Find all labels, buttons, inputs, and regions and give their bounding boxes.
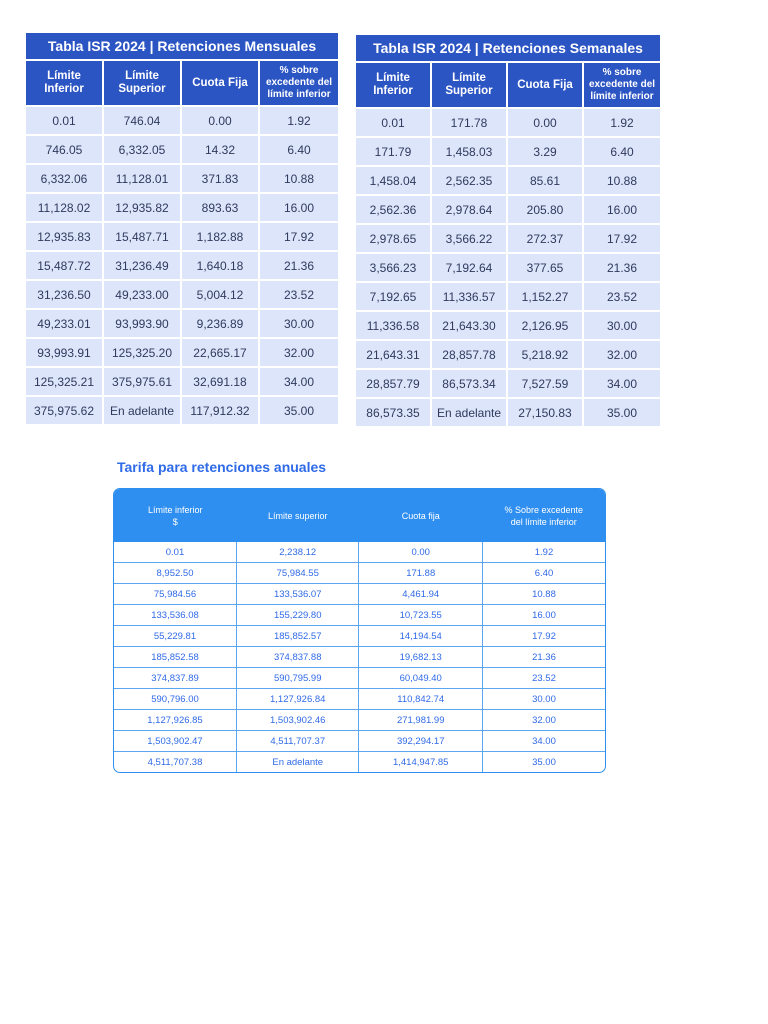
annual-table-title: Tarifa para retenciones anuales: [117, 459, 327, 475]
annual-header-percent: % Sobre excedente del límite inferior: [482, 489, 605, 542]
table-cell: 1,503,902.46: [236, 710, 358, 731]
table-cell: 125,325.21: [26, 368, 102, 395]
annual-table-row: [114, 689, 605, 710]
table-cell: 11,336.58: [356, 312, 430, 339]
table-cell: 133,536.07: [236, 584, 358, 605]
annual-header-upper-limit: Límite superior: [236, 489, 358, 542]
table-cell: 5,218.92: [508, 341, 582, 368]
table-cell: 2,562.35: [432, 167, 506, 194]
table-cell: 171.78: [432, 109, 506, 136]
monthly-header-upper-limit: Límite Superior: [104, 61, 180, 105]
annual-table-container: [113, 488, 606, 773]
table-cell: 1,458.04: [356, 167, 430, 194]
table-cell: En adelante: [236, 752, 358, 773]
table-cell: 75,984.56: [114, 584, 236, 605]
table-cell: 3,566.23: [356, 254, 430, 281]
table-cell: 34.00: [260, 368, 338, 395]
isr-weekly-table: [354, 33, 662, 428]
table-cell: 377.65: [508, 254, 582, 281]
table-cell: 32.00: [482, 710, 605, 731]
weekly-table-row: [356, 196, 660, 223]
annual-rates-table: [114, 489, 605, 772]
table-cell: 1,182.88: [182, 223, 258, 250]
monthly-table-row: [26, 136, 338, 163]
monthly-table-row: [26, 194, 338, 221]
table-cell: 0.01: [356, 109, 430, 136]
table-cell: 93,993.90: [104, 310, 180, 337]
table-cell: 15,487.72: [26, 252, 102, 279]
annual-table-row: [114, 542, 605, 563]
table-cell: 171.79: [356, 138, 430, 165]
table-cell: 6,332.05: [104, 136, 180, 163]
table-cell: En adelante: [104, 397, 180, 424]
table-cell: 590,796.00: [114, 689, 236, 710]
annual-header-lower-limit: Límite inferior $: [114, 489, 236, 542]
table-cell: 2,238.12: [236, 542, 358, 563]
table-cell: 171.88: [359, 563, 483, 584]
table-cell: 14,194.54: [359, 626, 483, 647]
table-cell: 1.92: [534, 546, 554, 558]
table-cell: 10,723.55: [359, 605, 483, 626]
table-cell: 2,978.65: [356, 225, 430, 252]
table-cell: 17.92: [482, 626, 605, 647]
annual-header-fixed-fee: Cuota fija: [359, 489, 483, 542]
table-cell: 4,511,707.38: [114, 752, 236, 773]
table-cell: 893.63: [182, 194, 258, 221]
monthly-table-row: [26, 107, 338, 134]
table-cell: 32.00: [584, 341, 660, 368]
table-cell: 205.80: [508, 196, 582, 223]
table-cell: 35.00: [260, 397, 338, 424]
table-cell: 32.00: [260, 339, 338, 366]
table-cell: En adelante: [432, 399, 506, 426]
annual-table-row: [114, 647, 605, 668]
table-cell: 17.92: [584, 225, 660, 252]
table-cell: 28,857.79: [356, 370, 430, 397]
table-cell: 1.92: [260, 107, 338, 134]
table-cell: 155,229.80: [236, 605, 358, 626]
table-cell: 7,192.64: [432, 254, 506, 281]
table-cell: 746.04: [104, 107, 180, 134]
monthly-table-row: [26, 252, 338, 279]
table-cell: 31,236.50: [26, 281, 102, 308]
table-cell: 0.00: [508, 109, 582, 136]
table-cell: 16.00: [482, 605, 605, 626]
table-cell: 1,503,902.47: [114, 731, 236, 752]
table-cell: 4,461.94: [359, 584, 483, 605]
table-cell: 21,643.30: [432, 312, 506, 339]
table-cell: 32,691.18: [182, 368, 258, 395]
monthly-header-percent: % sobre excedente del límite inferior: [260, 61, 338, 105]
table-cell: 110,842.74: [359, 689, 483, 710]
table-cell: 6,332.06: [26, 165, 102, 192]
weekly-table-title: Tabla ISR 2024 | Retenciones Semanales: [356, 35, 660, 61]
table-cell: 1,640.18: [182, 252, 258, 279]
table-cell: 374,837.88: [236, 647, 358, 668]
table-cell: 19,682.13: [359, 647, 483, 668]
weekly-table-row: [356, 254, 660, 281]
table-cell: 14.32: [182, 136, 258, 163]
table-cell: 5,004.12: [182, 281, 258, 308]
weekly-table-row: [356, 312, 660, 339]
annual-table-row: [114, 626, 605, 647]
table-cell: 21.36: [482, 647, 605, 668]
table-cell: 2,978.64: [432, 196, 506, 223]
annual-table-row: [114, 731, 605, 752]
table-cell: 2,126.95: [508, 312, 582, 339]
weekly-table-row: [356, 138, 660, 165]
weekly-header-fixed-fee: Cuota Fija: [508, 63, 582, 107]
monthly-table-row: [26, 368, 338, 395]
table-cell: 271,981.99: [359, 710, 483, 731]
table-cell: 23.52: [584, 283, 660, 310]
table-cell: 0.00: [182, 107, 258, 134]
weekly-table-row: [356, 370, 660, 397]
table-cell: 11,336.57: [432, 283, 506, 310]
table-cell: 11,128.01: [104, 165, 180, 192]
table-cell: 746.05: [26, 136, 102, 163]
weekly-header-percent: % sobre excedente del límite inferior: [584, 63, 660, 107]
monthly-table-title: Tabla ISR 2024 | Retenciones Mensuales: [26, 33, 338, 59]
table-cell: 371.83: [182, 165, 258, 192]
table-cell: 60,049.40: [359, 668, 483, 689]
table-cell: 1,127,926.84: [236, 689, 358, 710]
table-cell: 6.40: [260, 136, 338, 163]
table-cell: 23.52: [260, 281, 338, 308]
table-cell: 0.00: [359, 542, 483, 563]
table-cell: 0.01: [114, 542, 236, 563]
weekly-table-row: [356, 283, 660, 310]
table-cell: 6.40: [482, 563, 605, 584]
table-cell: 30.00: [584, 312, 660, 339]
table-cell: 30.00: [260, 310, 338, 337]
weekly-table-row: [356, 341, 660, 368]
table-cell: 27,150.83: [508, 399, 582, 426]
table-cell: 392,294.17: [359, 731, 483, 752]
table-cell: 6.40: [584, 138, 660, 165]
table-cell: 133,536.08: [114, 605, 236, 626]
table-cell: 22,665.17: [182, 339, 258, 366]
monthly-table-row: [26, 310, 338, 337]
table-cell: 93,993.91: [26, 339, 102, 366]
weekly-table-row: [356, 399, 660, 426]
annual-table-row: [114, 710, 605, 731]
table-cell: 35.00: [584, 399, 660, 426]
table-cell: 28,857.78: [432, 341, 506, 368]
table-cell: 17.92: [260, 223, 338, 250]
table-cell: 16.00: [584, 196, 660, 223]
table-cell: 15,487.71: [104, 223, 180, 250]
table-cell: 49,233.00: [104, 281, 180, 308]
table-cell: 272.37: [508, 225, 582, 252]
table-cell: 16.00: [260, 194, 338, 221]
table-cell: 375,975.61: [104, 368, 180, 395]
table-cell: 34.00: [584, 370, 660, 397]
table-cell: 375,975.62: [26, 397, 102, 424]
annual-table-row: [114, 605, 605, 626]
table-cell: 21.36: [260, 252, 338, 279]
monthly-table-row: [26, 223, 338, 250]
weekly-table-row: [356, 167, 660, 194]
isr-monthly-table: [24, 31, 340, 426]
table-cell: 9,236.89: [182, 310, 258, 337]
weekly-header-upper-limit: Límite Superior: [432, 63, 506, 107]
table-cell: 86,573.34: [432, 370, 506, 397]
table-cell: 2,562.36: [356, 196, 430, 223]
table-cell: 1,152.27: [508, 283, 582, 310]
table-cell: 85.61: [508, 167, 582, 194]
table-cell: 55,229.81: [114, 626, 236, 647]
monthly-table-row: [26, 165, 338, 192]
weekly-table-row: [356, 225, 660, 252]
monthly-table-row: [26, 339, 338, 366]
table-cell: 374,837.89: [114, 668, 236, 689]
table-cell: 1,414,947.85: [359, 752, 483, 773]
annual-table-row: [114, 584, 605, 605]
monthly-table-row: [26, 281, 338, 308]
table-cell: 49,233.01: [26, 310, 102, 337]
table-cell: 8,952.50: [114, 563, 236, 584]
table-cell: 30.00: [482, 689, 605, 710]
weekly-table-row: [356, 109, 660, 136]
table-cell: 3,566.22: [432, 225, 506, 252]
table-cell: 12,935.83: [26, 223, 102, 250]
table-cell: 3.29: [508, 138, 582, 165]
table-cell: 1,127,926.85: [114, 710, 236, 731]
table-cell: 12,935.82: [104, 194, 180, 221]
table-cell: 31,236.49: [104, 252, 180, 279]
table-cell: 0.01: [26, 107, 102, 134]
table-cell: 1.92: [584, 109, 660, 136]
table-cell: 185,852.58: [114, 647, 236, 668]
table-cell: 35.00: [482, 752, 605, 773]
annual-table-row: [114, 563, 605, 584]
table-cell: 21,643.31: [356, 341, 430, 368]
annual-table-row: [114, 668, 605, 689]
table-cell: 1,458.03: [432, 138, 506, 165]
table-cell: 86,573.35: [356, 399, 430, 426]
table-cell: 590,795.99: [236, 668, 358, 689]
table-cell: 4,511,707.37: [236, 731, 358, 752]
table-cell: 185,852.57: [236, 626, 358, 647]
table-cell: 34.00: [482, 731, 605, 752]
table-cell: 117,912.32: [182, 397, 258, 424]
table-cell: 7,527.59: [508, 370, 582, 397]
table-cell: 7,192.65: [356, 283, 430, 310]
monthly-header-fixed-fee: Cuota Fija: [182, 61, 258, 105]
table-cell: 125,325.20: [104, 339, 180, 366]
table-cell: 10.88: [482, 584, 605, 605]
annual-table-row: [114, 752, 605, 773]
table-cell: 11,128.02: [26, 194, 102, 221]
table-cell: 23.52: [482, 668, 605, 689]
monthly-table-row: [26, 397, 338, 424]
table-cell: 10.88: [584, 167, 660, 194]
table-cell: 21.36: [584, 254, 660, 281]
table-cell: 10.88: [260, 165, 338, 192]
monthly-header-lower-limit: Límite Inferior: [26, 61, 102, 105]
table-cell: 75,984.55: [236, 563, 358, 584]
weekly-header-lower-limit: Límite Inferior: [356, 63, 430, 107]
